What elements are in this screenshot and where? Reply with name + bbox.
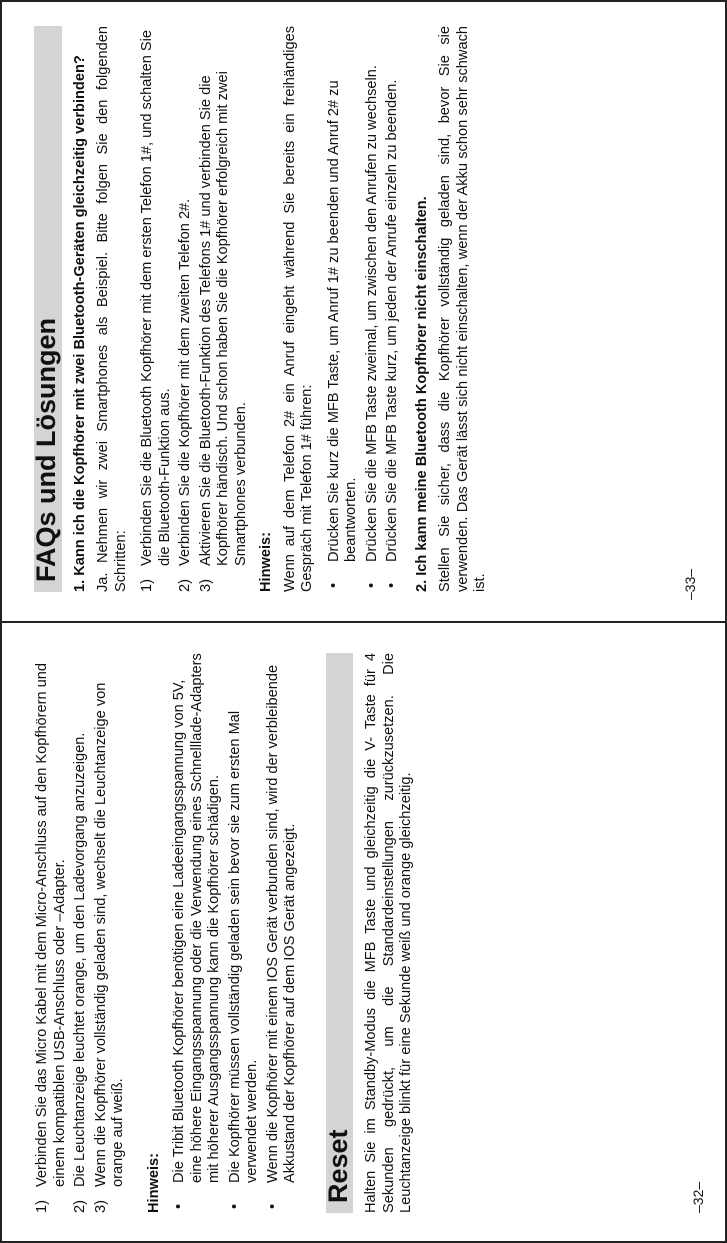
list-item: • Die Tribit Bluetooth Kopfhörer benötigen eine Ladeeingangsspannung von 5V, eine höhere Eingangsspannung oder die Verwendung eines Schnelllade-Adapters mit höherer Ausgangsspannung kann die Kopfhörer schädigen.	[171, 653, 222, 1209]
faq-intro: Ja. Nehmen wir zwei Smartphones als Beispiel. Bitte folgen Sie den folgenden Schritten:	[95, 26, 129, 592]
reset-text: Halten Sie im Standby-Modus die MFB Taste und gleichzeitig die V- Taste für 4 Sekunden gedrückt, um die Standardeinstellungen zurückzusetzen. Die Leuchtanzeige blinkt für eine Sekunde weiß und orange gleichzeitig.	[363, 653, 414, 1213]
list-item: • Drücken Sie kurz die MFB Taste, um Anruf 1# zu beenden und Anruf 2# zu beantworten.	[325, 80, 359, 588]
reset-heading: Reset	[326, 653, 354, 1213]
hint-bullets	[326, 26, 402, 592]
page-32	[0, 623, 727, 1243]
faq-question-2: 2. Ich kann meine Bluetooth Kopfhörer nicht einschalten.	[413, 196, 430, 592]
hint-bullets	[171, 653, 300, 1213]
hint-label: Hinweis:	[258, 531, 274, 592]
list-item: 1) Verbinden Sie die Bluetooth Kopfhörer mit dem ersten Telefon 1#, und schalten Sie die Bluetooth-Funktion aus.	[139, 30, 173, 592]
charging-steps-list	[34, 653, 128, 1213]
list-item: • Drücken Sie die MFB Taste zweimal, um zwischen den Anrufen zu wechseln.	[363, 65, 380, 588]
page-number-33: –33–	[682, 568, 698, 600]
list-item: 3) Wenn die Kopfhörer vollständig geladen sind, wechselt die Leuchtanzeige von orange auf weiß.	[92, 682, 126, 1213]
faq-heading: FAQs und Lösungen	[34, 26, 62, 592]
page-number-32: –32–	[690, 1181, 706, 1213]
page-33	[0, 0, 727, 618]
faq-answer-2: Stellen Sie sicher, dass die Kopfhörer vollständig geladen sind, bevor Sie sie verwenden. Das Gerät lässt sich nicht einschalten, wenn der Akku schon sehr schwach ist.	[437, 26, 488, 592]
list-item: 2) Die Leuchtanzeige leuchtet orange, um den Ladevorgang anzuzeigen.	[72, 732, 88, 1213]
list-item: • Drücken Sie die MFB Taste kurz, um jeden der Anrufe einzeln zu beenden.	[384, 79, 400, 588]
hint-text: Wenn auf dem Telefon 2# ein Anruf eingeht während Sie bereits ein freihändiges Gespräch mit Telefon 1# führen:	[281, 26, 315, 592]
hint-label: Hinweis:	[145, 1152, 162, 1213]
list-item: 3) Aktivieren Sie die Bluetooth-Funktion des Telefons 1# und verbinden Sie die Kopfhörer händisch. Und schon haben Sie die Kopfhörer erfolgreich mit zwei Smartphones verbunden.	[197, 71, 249, 592]
list-item: 2) Verbinden Sie die Kopfhörer mit dem zweiten Telefon 2#.	[177, 198, 193, 592]
list-item: • Wenn die Kopfhörer mit einem IOS Gerät verbunden sind, wird der verbleibende Akkustand der Kopfhörer auf dem IOS Gerät angezeigt.	[264, 664, 298, 1209]
list-item: 1) Verbinden Sie das Micro Kabel mit dem Micro-Anschluss auf den Kopfhörern und einem kompatiblen USB-Anschluss oder –Adapter.	[34, 662, 68, 1213]
list-item: • Die Kopfhörer müssen vollständig geladen sein bevor sie zum ersten Mal verwendet werden.	[226, 710, 260, 1209]
faq-question-1: 1. Kann ich die Kopfhörer mit zwei Bluetooth-Geräten gleichzeitig verbinden?	[71, 55, 88, 592]
faq-steps-list	[139, 26, 250, 592]
